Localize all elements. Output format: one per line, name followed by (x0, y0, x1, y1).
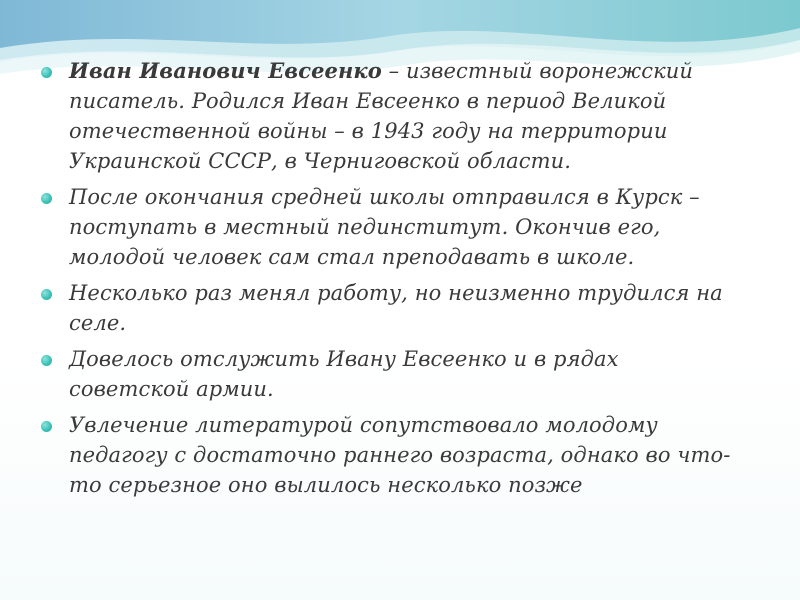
bullet-item-1 (38, 56, 738, 176)
bullet-item-3 (38, 278, 738, 338)
bullet-text: Несколько раз менял работу, но неизменно трудился на селе. (69, 281, 723, 335)
bullet-item-4 (38, 344, 738, 404)
bullet-dot-icon (41, 355, 52, 366)
bullet-item-2 (38, 182, 738, 272)
bullet-dot-icon (41, 289, 52, 300)
bullet-dot-icon (41, 193, 52, 204)
bullet-dot-icon (41, 67, 52, 78)
bullet-text: Увлечение литературой сопутствовало молодому педагогу с достаточно раннего возраста, однако во что-то серьезное оно вылилось несколько позже (69, 413, 731, 497)
bullet-dot-icon (41, 421, 52, 432)
bullet-text: После окончания средней школы отправился в Курск – поступать в местный пединститут. Окончив его, молодой человек сам стал преподавать в школе. (69, 185, 700, 269)
bullet-list (38, 56, 738, 500)
slide-content (38, 56, 738, 506)
bullet-bold-text: Иван Иванович Евсеенко (69, 58, 382, 83)
bullet-text: – известный воронежский писатель. Родился Иван Евсеенко в период Великой отечественной войны – в 1943 году на территории Украинской СССР, в Черниговской области. (69, 59, 693, 173)
bullet-item-5 (38, 410, 738, 500)
bullet-text: Довелось отслужить Ивану Евсеенко и в рядах советской армии. (69, 347, 619, 401)
